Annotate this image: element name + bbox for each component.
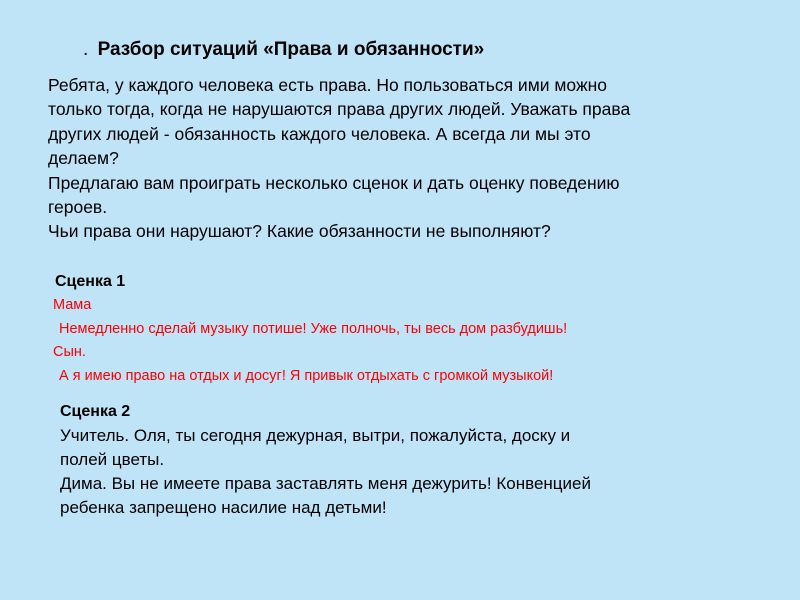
scene-2: [60, 400, 760, 520]
scene-2-title: Сценка 2: [60, 403, 131, 420]
scene-2-line: ребенка запрещено насилие над детьми!: [60, 498, 387, 517]
title-bullet: .: [83, 39, 89, 60]
scene-1-speaker-mom: Мама: [53, 297, 92, 313]
scene-1-line-son: А я имею право на отдых и досуг! Я привык отдыхать с громкой музыкой!: [59, 367, 554, 384]
scene-1: [53, 270, 753, 388]
intro-line: Чьи права они нарушают? Какие обязанности не выполняют?: [48, 221, 551, 242]
scene-1-title: Сценка 1: [55, 273, 126, 290]
title-text: Разбор ситуаций «Права и обязанности»: [97, 39, 485, 60]
intro-paragraph: [48, 73, 748, 244]
scene-1-speaker-son: Сын.: [53, 344, 86, 360]
scene-1-line-mom: Немедленно сделай музыку потише! Уже полночь, ты весь дом разбудишь!: [59, 320, 568, 337]
scene-2-line: полей цветы.: [60, 450, 165, 469]
slide-title: [83, 39, 484, 61]
intro-line: только тогда, когда не нарушаются права других людей. Уважать права: [48, 99, 631, 120]
intro-line: делаем?: [48, 148, 119, 169]
intro-line: героев.: [48, 197, 108, 218]
scene-2-line: Учитель. Оля, ты сегодня дежурная, вытри, пожалуйста, доску и: [60, 426, 571, 445]
intro-line: Предлагаю вам проиграть несколько сценок и дать оценку поведению: [48, 172, 620, 193]
scene-2-line: Дима. Вы не имеете права заставлять меня дежурить! Конвенцией: [60, 474, 591, 493]
intro-line: других людей - обязанность каждого человека. А всегда ли мы это: [48, 123, 591, 144]
intro-line: Ребята, у каждого человека есть права. Но пользоваться ими можно: [48, 75, 608, 95]
